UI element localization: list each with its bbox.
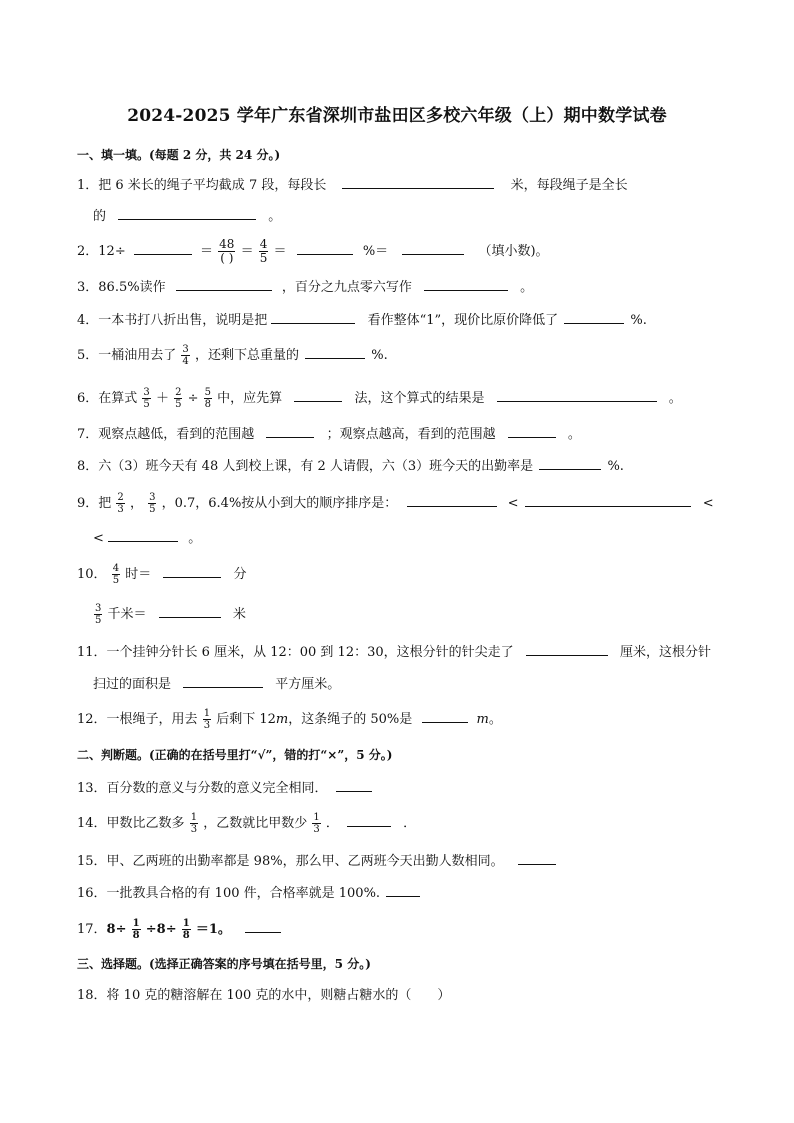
answer-blank[interactable]: [526, 641, 608, 656]
answer-blank[interactable]: [564, 309, 624, 324]
answer-blank[interactable]: [163, 563, 221, 578]
answer-blank[interactable]: [525, 492, 691, 507]
fraction-3-4: $\frac{3}{4}$: [182, 344, 189, 367]
answer-blank[interactable]: [497, 387, 657, 402]
question-9: 9．把 $\frac{2}{3}$ ， $\frac{3}{5}$ ，0.7，6.4%按从小到大的顺序排序是： < <: [77, 492, 714, 515]
answer-blank[interactable]: [539, 455, 601, 470]
answer-blank[interactable]: [294, 387, 342, 402]
question-10: 10． $\frac{4}{5}$ 时＝ 分: [77, 563, 247, 586]
answer-blank[interactable]: [118, 205, 256, 220]
fraction-3-5: $\frac{3}{5}$: [143, 387, 150, 410]
question-8: 8．六（3）班今天有 48 人到校上课，有 2 人请假，六（3）班今天的出勤率是 %.: [77, 455, 624, 477]
page-title: 2024-2025 学年广东省深圳市盐田区多校六年级（上）期中数学试卷: [127, 106, 667, 126]
fraction-3-5: $\frac{3}{5}$: [95, 603, 102, 626]
question-7: 7．观察点越低，看到的范围越 ；观察点越高，看到的范围越 。: [77, 423, 581, 445]
answer-blank[interactable]: [134, 240, 192, 255]
fraction-5-8: $\frac{5}{8}$: [204, 387, 212, 410]
question-13: 13．百分数的意义与分数的意义完全相同．: [77, 777, 372, 799]
answer-blank[interactable]: [342, 174, 494, 189]
answer-blank[interactable]: [245, 918, 281, 933]
question-11: 11．一个挂钟分针长 6 厘米，从 12：00 到 12：30，这根分针的针尖走了 厘米，这根分针: [77, 641, 711, 663]
answer-blank[interactable]: [271, 309, 355, 324]
fraction-4-5: $\frac{4}{5}$: [112, 563, 120, 586]
question-1: 1．把 6 米长的绳子平均截成 7 段，每段长 米，每段绳子是全长: [77, 174, 628, 196]
answer-blank[interactable]: [297, 240, 353, 255]
question-12: 12．一根绳子，用去 $\frac{1}{3}$ 后剩下 12m，这条绳子的 50%是 m。: [77, 708, 502, 731]
answer-blank[interactable]: [183, 673, 263, 688]
answer-blank[interactable]: [424, 276, 508, 291]
question-18: 18．将 10 克的糖溶解在 100 克的水中，则糖占糖水的（ ）: [77, 988, 451, 1003]
section-heading-multiple-choice: 三、选择题。(选择正确答案的序号填在括号里，5 分。): [77, 957, 371, 971]
fraction-2-5: $\frac{2}{5}$: [175, 387, 182, 410]
answer-blank[interactable]: [176, 276, 272, 291]
answer-blank[interactable]: [518, 850, 556, 865]
answer-blank[interactable]: [336, 777, 372, 792]
fraction-48-over-blank: $\frac{48}{( )}$: [219, 237, 235, 265]
answer-blank[interactable]: [386, 882, 420, 897]
question-6: 6．在算式 $\frac{3}{5}$ ＋ $\frac{2}{5}$ ÷ $\frac{5}{8}$ 中，应先算 法，这个算式的结果是 。: [77, 387, 682, 410]
fraction-4-5: $\frac{4}{5}$: [259, 237, 268, 265]
fraction-3-5: $\frac{3}{5}$: [149, 492, 156, 515]
question-9-cont: < 。: [93, 527, 201, 549]
question-5: 5．一桶油用去了 $\frac{3}{4}$ ，还剩下总重量的 %.: [77, 344, 388, 367]
question-11-cont: 扫过的面积是 平方厘米。: [93, 673, 340, 695]
fraction-2-3: $\frac{2}{3}$: [117, 492, 124, 515]
answer-blank[interactable]: [402, 240, 464, 255]
question-2: 2．12÷ ＝ $\frac{48}{( )}$ ＝ $\frac{4}{5}$ ＝ %＝ （填小数)。: [77, 237, 549, 265]
section-heading-fill-in: 一、填一填。(每题 2 分，共 24 分。): [77, 148, 281, 162]
fraction-1-3: $\frac{1}{3}$: [313, 812, 320, 835]
question-17: 17．8÷ $\frac{1}{8}$ ÷8÷ $\frac{1}{8}$ ＝1。: [77, 918, 281, 941]
question-16: 16．一批教具合格的有 100 件，合格率就是 100%.: [77, 882, 420, 904]
answer-blank[interactable]: [508, 423, 556, 438]
answer-blank[interactable]: [266, 423, 314, 438]
fraction-1-8: $\frac{1}{8}$: [182, 918, 190, 941]
question-14: 14．甲数比乙数多 $\frac{1}{3}$ ，乙数就比甲数少 $\frac{1}{3}$ ． ．: [77, 812, 417, 835]
question-10-cont: $\frac{3}{5}$ 千米＝ 米: [95, 603, 246, 626]
fraction-1-3: $\frac{1}{3}$: [190, 812, 198, 835]
question-15: 15．甲、乙两班的出勤率都是 98%，那么甲、乙两班今天出勤人数相同。: [77, 850, 556, 872]
section-heading-true-false: 二、判断题。(正确的在括号里打“√”，错的打“×”，5 分。): [77, 748, 393, 762]
answer-blank[interactable]: [305, 344, 365, 359]
fraction-1-8: $\frac{1}{8}$: [132, 918, 140, 941]
fraction-1-3: $\frac{1}{3}$: [203, 708, 211, 731]
question-3: 3．86.5%读作 ，百分之九点零六写作 。: [77, 276, 533, 298]
question-4: 4．一本书打八折出售，说明是把 看作整体“1”，现价比原价降低了 %.: [77, 309, 647, 331]
answer-blank[interactable]: [108, 527, 178, 542]
question-1-cont: 的 。: [93, 205, 281, 227]
answer-blank[interactable]: [347, 812, 391, 827]
answer-blank[interactable]: [159, 603, 221, 618]
answer-blank[interactable]: [422, 708, 468, 723]
answer-blank[interactable]: [407, 492, 497, 507]
